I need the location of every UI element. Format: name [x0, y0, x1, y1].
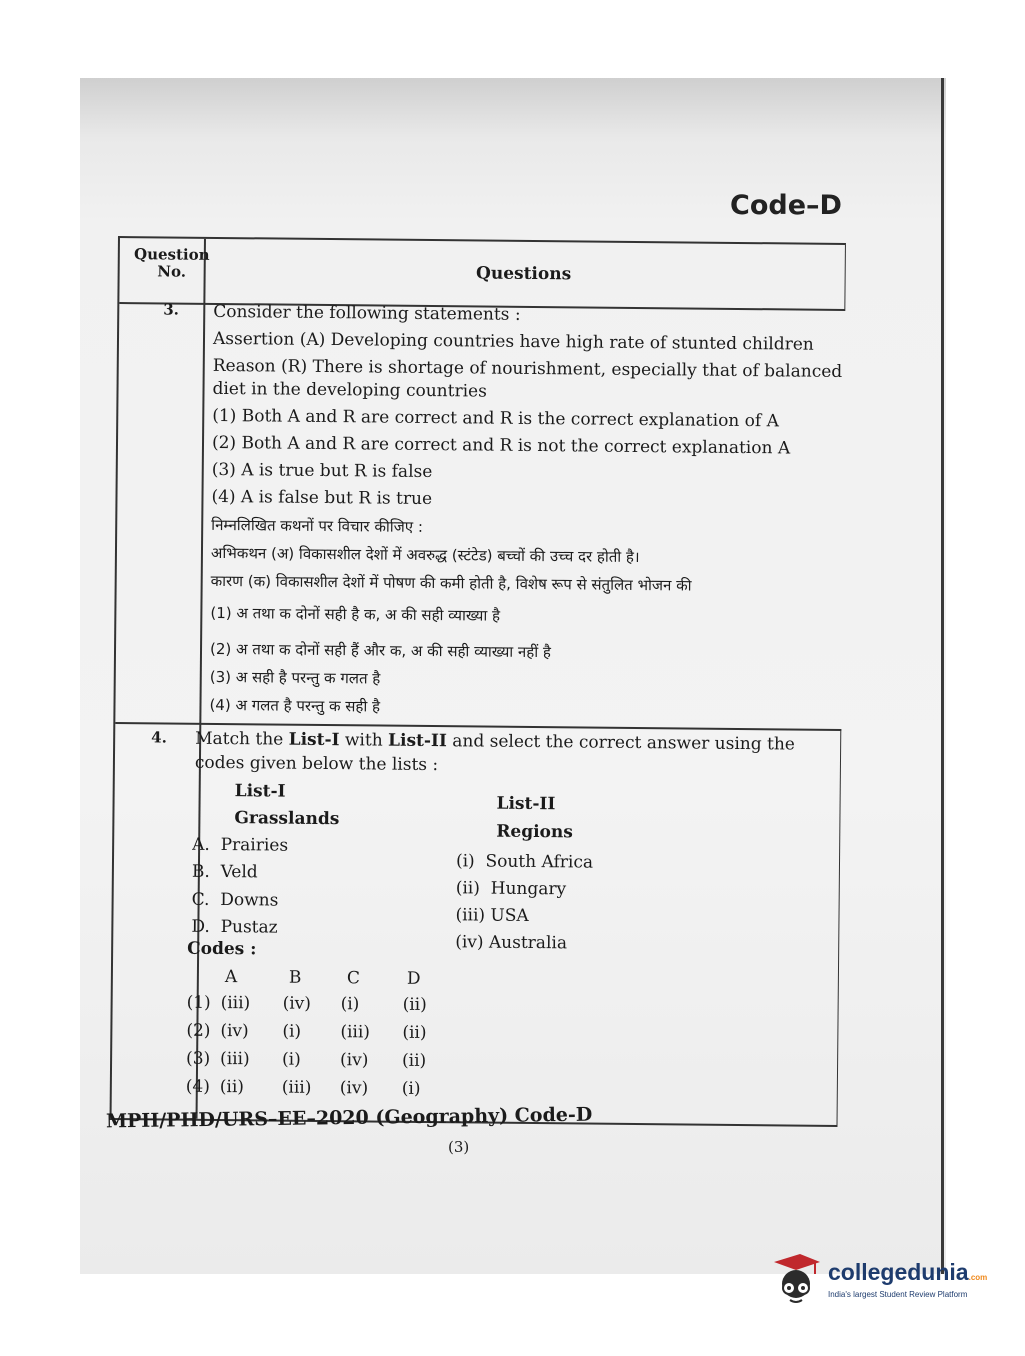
list2-value: Hungary: [490, 878, 567, 900]
list2-key: (iii): [455, 905, 486, 926]
list1-value: Downs: [220, 890, 279, 911]
question-number-4: 4.: [151, 728, 167, 747]
code-header-a: A: [224, 967, 238, 988]
list1-key: C.: [191, 889, 210, 910]
list2-value: Australia: [488, 932, 568, 954]
q4-stem-line-1: [195, 729, 795, 755]
code-cell: (ii): [402, 994, 427, 1015]
list1-value: Pustaz: [220, 917, 278, 938]
code-cell: (iii): [340, 1022, 371, 1043]
code-cell: (iv): [340, 1050, 369, 1071]
q3-option-2: (2) Both A and R are correct and R is not the correct explanation A: [211, 432, 791, 459]
q3-assertion: Assertion (A) Developing countries have high rate of stunted children: [212, 328, 814, 355]
q3-option-3-hindi: (3) अ सही है परन्तु क गलत है: [209, 667, 381, 688]
list2-item-i: [456, 851, 593, 872]
brand-name: [828, 1259, 987, 1286]
q3-assertion-hindi: अभिकथन (अ) विकासशील देशों में अवरुद्ध (स्टंटेड) बच्चों की उच्च दर होती है।: [210, 543, 640, 567]
list2-key: (iv): [455, 932, 484, 953]
column-divider: [196, 239, 206, 1119]
code-cell: (iv): [282, 993, 312, 1014]
list1-title: List-I: [234, 781, 286, 802]
q4-stem-list1: List-I: [288, 729, 340, 751]
code-cell: (ii): [402, 1022, 427, 1043]
code-cell: (ii): [219, 1077, 245, 1098]
code-cell: (iv): [339, 1078, 369, 1099]
list2-value: South Africa: [485, 851, 594, 873]
code-cell: (iv): [220, 1021, 249, 1042]
list1-key: A.: [192, 834, 210, 855]
collegedunia-logo: [770, 1252, 1000, 1312]
mascot-icon: [770, 1252, 824, 1310]
list2-value: USA: [490, 905, 529, 926]
q3-reason-hindi: कारण (क) विकासशील देशों में पोषण की कमी होती है, विशेष रूप से संतुलित भोजन की: [210, 571, 692, 595]
q4-stem-list2: List-II: [387, 730, 447, 752]
footer-exam-code: MPH/PHD/URS–EE–2020 (Geography) Code-D: [105, 1103, 593, 1133]
question-no-header: Question No.: [133, 245, 210, 281]
page-edge-shadow: [941, 78, 944, 1274]
code-header-c: C: [346, 968, 360, 989]
code-header: Code–D: [730, 190, 842, 221]
list1-value: Prairies: [220, 835, 289, 856]
codes-label: Codes :: [187, 938, 257, 960]
list1-subtitle: Grasslands: [234, 808, 340, 830]
list2-key: (ii): [455, 878, 480, 899]
q3-option-1-hindi: (1) अ तथा क दोनों सही है क, अ की सही व्याख्या है: [210, 603, 501, 625]
q4-stem-text: and select the correct answer using the: [446, 731, 795, 755]
q3-option-2-hindi: (2) अ तथा क दोनों सही हैं और क, अ की सही व्याख्या नहीं है: [209, 639, 551, 662]
q4-stem-line-2: codes given below the lists :: [194, 752, 439, 776]
list2-item-ii: [456, 878, 567, 899]
list1-item-d: [191, 917, 277, 938]
q4-stem-text: Match the: [195, 728, 289, 750]
page-number: (3): [448, 1138, 470, 1156]
brand-suffix: .com: [968, 1273, 988, 1282]
code-option-label: (2): [186, 1020, 211, 1041]
list2-subtitle: Regions: [496, 821, 573, 843]
list1-key: B.: [191, 861, 210, 882]
list1-item-c: [192, 890, 279, 911]
code-cell: (i): [401, 1078, 421, 1099]
q3-option-4: (4) A is false but R is true: [211, 486, 433, 510]
code-option-label: (1): [186, 992, 211, 1013]
list2-key: (i): [455, 851, 475, 872]
list2-item-iii: [455, 905, 528, 926]
code-cell: (i): [282, 1049, 301, 1070]
q3-option-4-hindi: (4) अ गलत है परन्तु क सही है: [209, 695, 381, 716]
question-number-3: 3.: [163, 300, 180, 319]
brand-tagline: India's largest Student Review Platform: [828, 1290, 968, 1299]
code-header-d: D: [406, 968, 421, 989]
code-cell: (i): [282, 1021, 302, 1042]
q3-stem: Consider the following statements :: [213, 301, 521, 325]
code-cell: (iii): [220, 993, 251, 1014]
code-cell: (i): [340, 994, 360, 1015]
code-cell: (ii): [402, 1050, 427, 1071]
list1-item-a: [192, 835, 288, 856]
brand-text: collegedunia: [828, 1259, 969, 1285]
list2-title: List-II: [496, 793, 556, 815]
list1-item-b: [192, 862, 258, 883]
list2-item-iv: [455, 932, 567, 953]
q3-stem-hindi: निम्नलिखित कथनों पर विचार कीजिए :: [211, 515, 424, 536]
question-table: [110, 236, 846, 1127]
q4-stem-text: with: [339, 730, 389, 751]
code-option-label: (3): [186, 1048, 211, 1069]
q3-option-3: (3) A is true but R is false: [211, 459, 433, 483]
questions-header: Questions: [475, 263, 572, 285]
code-option-label: (4): [185, 1076, 211, 1097]
code-cell: (iii): [220, 1049, 250, 1070]
q3-option-1: (1) Both A and R are correct and R is the correct explanation of A: [212, 405, 780, 432]
code-header-b: B: [288, 967, 302, 988]
list1-key: D.: [191, 916, 210, 937]
list1-value: Veld: [220, 862, 258, 883]
code-cell: (iii): [281, 1077, 312, 1098]
q3-reason-cont: diet in the developing countries: [212, 378, 487, 402]
q3-reason: Reason (R) There is shortage of nourishment, especially that of balanced: [212, 355, 843, 382]
